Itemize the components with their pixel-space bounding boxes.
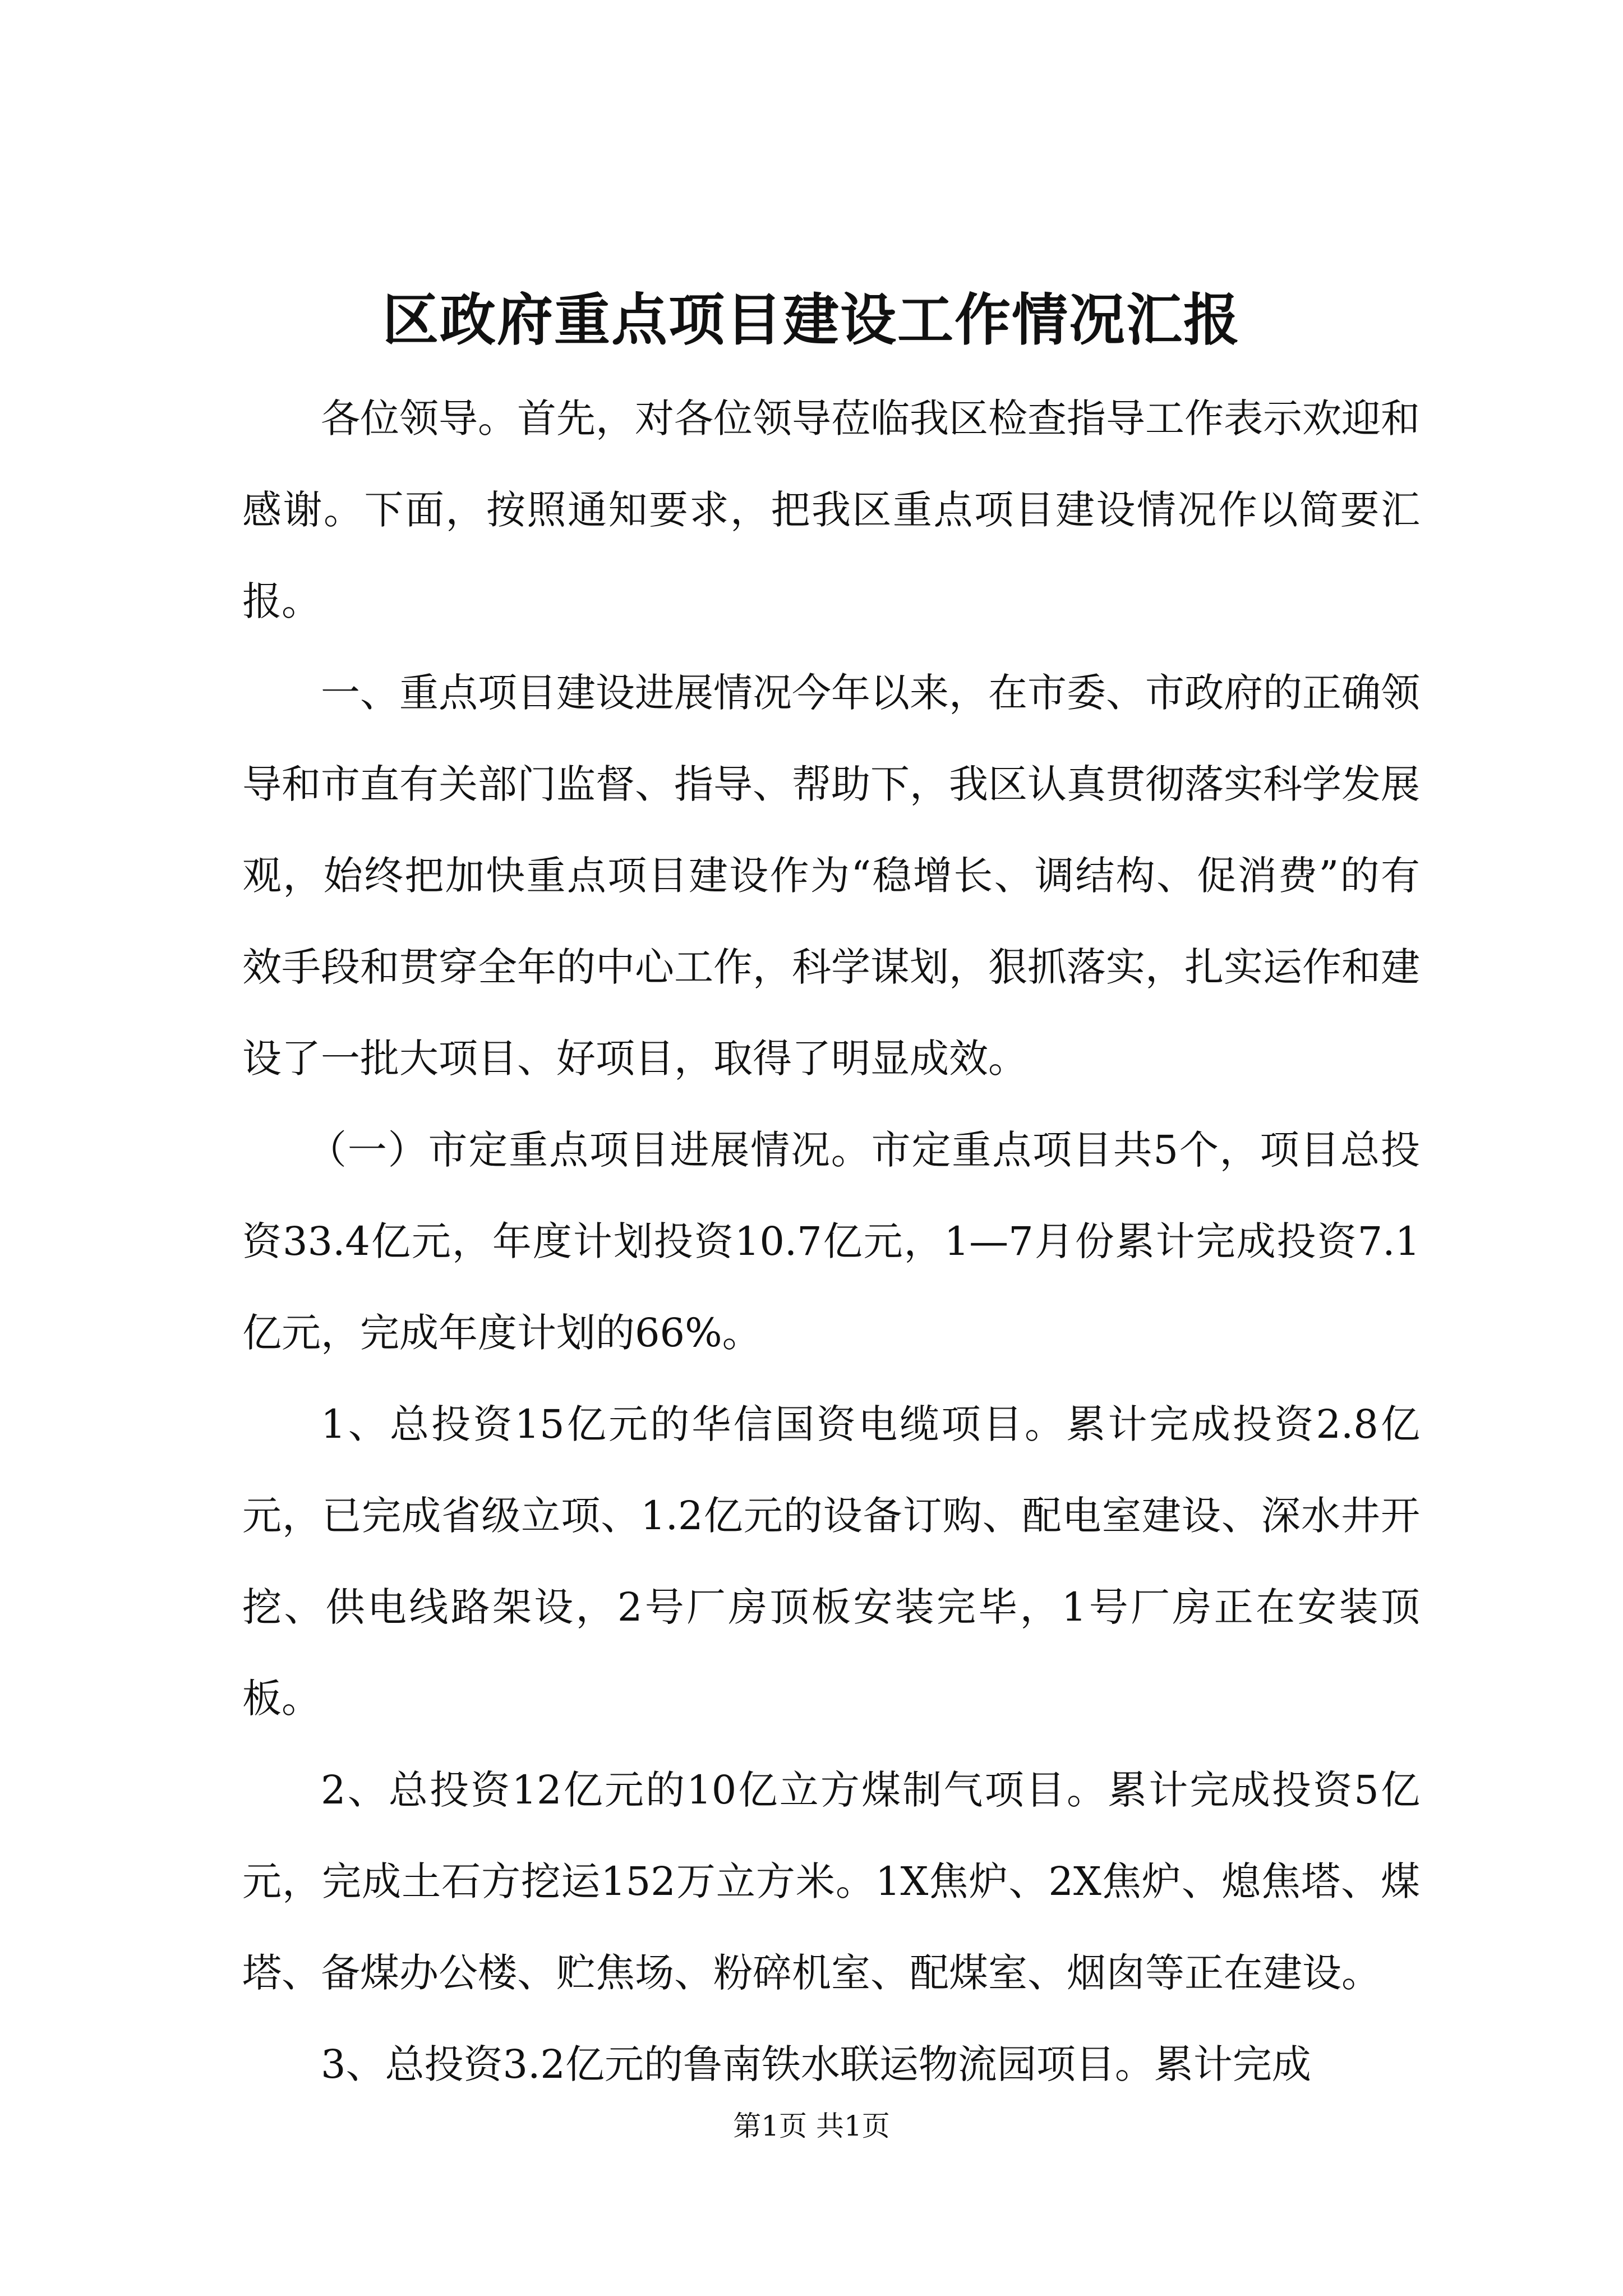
paragraph-project-3: 3、总投资3.2亿元的鲁南铁水联运物流园项目。累计完成 (321, 2041, 1311, 2087)
paragraph-city-projects: （一）市定重点项目进展情况。市定重点项目共5个，项目总投资33.4亿元，年度计划投资10.7亿元，1—7月份累计完成投资7.1亿元，完成年度计划的66%。 (242, 1127, 1420, 1356)
document-body (242, 373, 1420, 2110)
page-footer: 第1页 共1页 (733, 2110, 890, 2142)
paragraph-section-one: 一、重点项目建设进展情况今年以来，在市委、市政府的正确领导和市直有关部门监督、指导、帮助下，我区认真贯彻落实科学发展观，始终把加快重点项目建设作为“稳增长、调结构、促消费”的有效手段和贯穿全年的中心工作，科学谋划，狠抓落实，扎实运作和建设了一批大项目、好项目，取得了明显成效。 (242, 670, 1420, 1082)
paragraph-project-2: 2、总投资12亿元的10亿立方煤制气项目。累计完成投资5亿元，完成土石方挖运152万立方米。1X焦炉、2X焦炉、熄焦塔、煤塔、备煤办公楼、贮焦场、粉碎机室、配煤室、烟囱等正在建设。 (242, 1767, 1420, 1996)
document-title: 区政府重点项目建设工作情况汇报 (382, 287, 1241, 353)
paragraph-project-1: 1、总投资15亿元的华信国资电缆项目。累计完成投资2.8亿元，已完成省级立项、1.2亿元的设备订购、配电室建设、深水井开挖、供电线路架设，2号厂房顶板安装完毕，1号厂房正在安装顶板。 (242, 1401, 1420, 1722)
paragraph-greeting: 各位领导。首先，对各位领导莅临我区检查指导工作表示欢迎和感谢。下面，按照通知要求，把我区重点项目建设情况作以简要汇报。 (242, 395, 1420, 624)
